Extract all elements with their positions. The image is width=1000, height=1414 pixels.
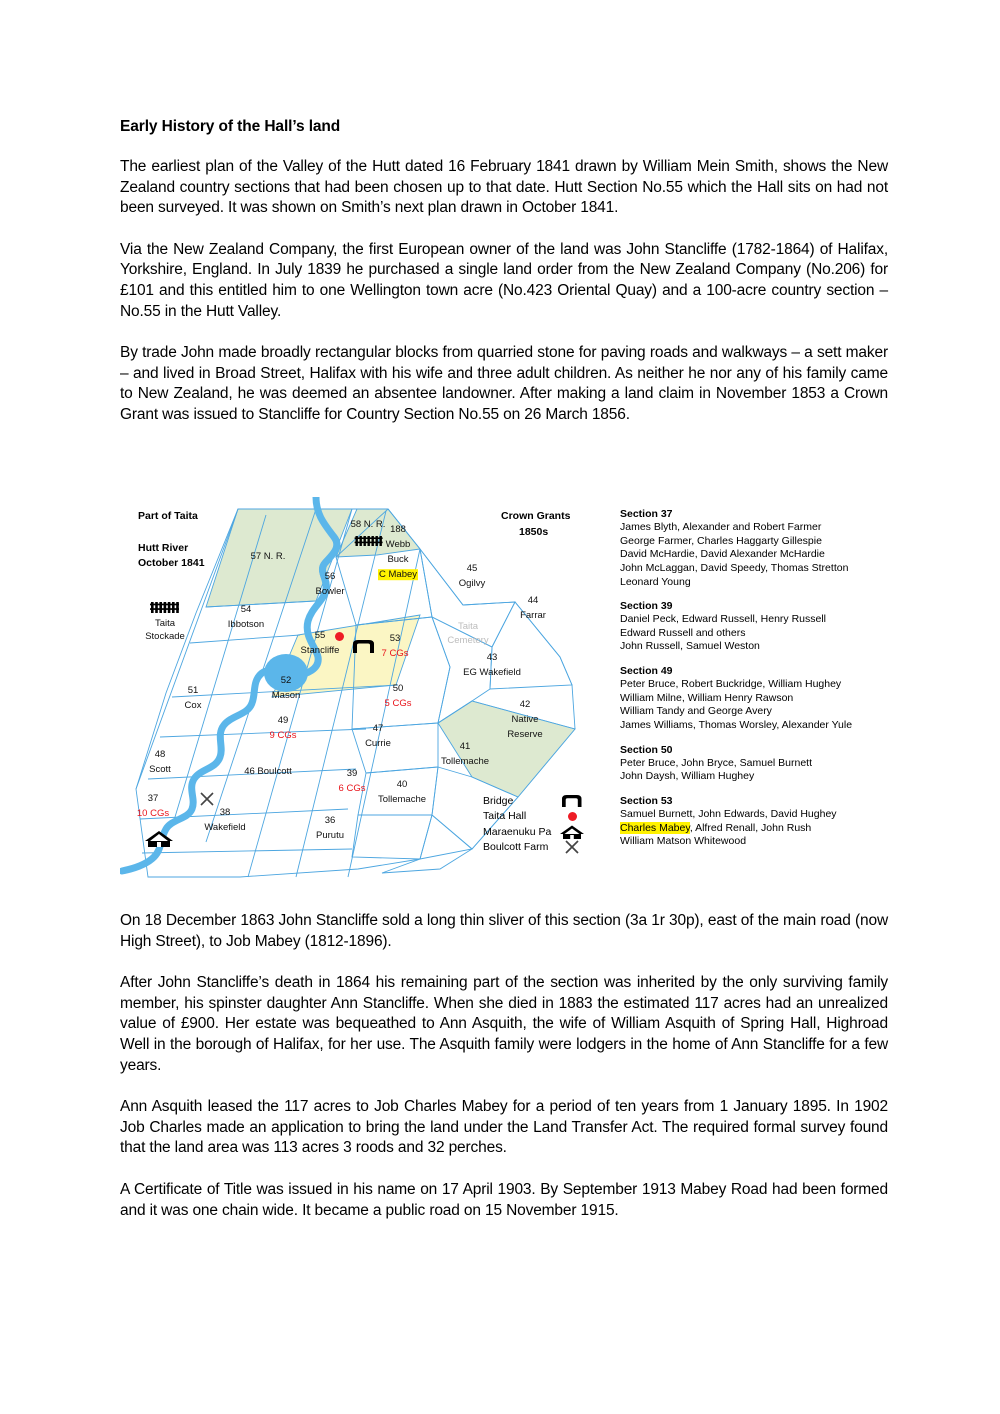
note-crown-grants: Crown Grants [501,510,571,522]
parcel-label-50-cgs: 5 CGs [384,698,412,710]
parcel-label-51: 51 [187,685,199,697]
paragraph-7: A Certificate of Title was issued in his name on 17 April 1903. By September 1913 Mabey Road had been formed and it was one chain wide. It became a public road on 15 November 1915. [120,1181,888,1219]
parcel-label-188-buck: Buck [387,554,409,566]
grant-line: William Matson Whitewood [620,835,747,848]
legend-row-taita-hall [483,809,585,825]
parcel-label-45-ogilvy: Ogilvy [458,578,486,590]
grant-heading: Section 49 [620,665,673,678]
note-october-1841: October 1841 [138,557,205,569]
stockade-fence-icon-58 [354,533,386,548]
parcel-label-53-cgs: 7 CGs [381,648,409,660]
legend-row-maraenuku-pa [483,824,585,840]
parcel-label-188: 188 [390,524,406,536]
grant-line: Samuel Burnett, John Edwards, David Hughey [620,807,837,820]
crown-grant-block-section-37 [620,508,888,589]
parcel-label-188-webb: Webb [385,539,411,551]
parcel-label-41: 41 [459,741,471,753]
parcel-label-39-cgs: 6 CGs [338,783,366,795]
parcel-label-41-tollemache: Tollemache [440,756,490,768]
crown-grants-list [620,508,888,860]
grant-line: William Tandy and George Avery [620,705,772,718]
legend-label-taita-hall: Taita Hall [483,810,527,823]
parcel-label-37: 37 [147,793,159,805]
parcel-label-53: 53 [389,633,401,645]
parcel-label-43-eg-wakefield: EG Wakefield [463,667,521,679]
cemetery-label-taita: Taita [457,621,479,633]
note-hutt-river: Hutt River [138,542,189,554]
parcel-label-56-bowler: Bowler [315,586,345,598]
crown-grant-block-section-53 [620,795,888,849]
parcel-label-57: 57 N. R. [250,551,286,563]
grant-line: James Williams, Thomas Worsley, Alexander Yule [620,719,853,732]
grant-line: John McLaggan, David Speedy, Thomas Stretton [620,561,849,574]
crown-grant-block-section-49 [620,665,888,733]
parcel-label-42-reserve: Reserve [507,729,543,741]
legend-label-maraenuku-pa: Maraenuku Pa [483,825,552,838]
highlight-charles-mabey: Charles Mabey [620,821,690,834]
parcel-label-40: 40 [396,779,408,791]
parcel-label-56: 56 [324,571,336,583]
grant-line: Daniel Peck, Edward Russell, Henry Russell [620,613,826,626]
legend-row-bridge [483,793,585,809]
stockade-fence-icon [149,598,183,614]
legend-label-bridge: Bridge [483,794,514,807]
crown-grant-block-section-50 [620,744,888,784]
grant-heading: Section 39 [620,600,673,613]
grant-line: John Russell, Samuel Weston [620,640,760,653]
parcel-label-45: 45 [466,563,478,575]
parcel-label-55: 55 [314,630,326,642]
parcel-label-42-native: Native [511,714,539,726]
grant-line-highlighted [620,822,888,836]
document-body-lower [120,911,888,1242]
stockade-label-stockade: Stockade [145,631,185,643]
parcel-label-43: 43 [486,652,498,664]
grant-line: Peter Bruce, Robert Buckridge, William Hughey [620,678,842,691]
parcel-label-44-farrar: Farrar [520,610,546,622]
note-crown-grants-year: 1850s [519,526,549,538]
parcel-label-40-tollemache: Tollemache [377,794,427,806]
cross-x-icon [559,839,585,855]
cemetery-label-cemetery: Cemetery [447,635,489,647]
taita-hall-dot-icon [335,632,344,641]
cross-x-icon-boulcott-farm-map [199,791,215,807]
parcel-label-46-boulcott: 46 Boulcott [244,766,292,778]
parcel-label-36: 36 [324,815,336,827]
grant-line: Edward Russell and others [620,626,746,639]
grant-line: George Farmer, Charles Haggarty Gillespie [620,534,822,547]
pa-house-icon [559,824,585,840]
grant-line: James Blyth, Alexander and Robert Farmer [620,521,822,533]
legend-label-boulcott-farm: Boulcott Farm [483,841,549,854]
paragraph-2: Via the New Zealand Company, the first European owner of the land was John Stancliffe (1782-1864) of Halifax, Yorkshire, England. In July 1839 he purchased a single land order from the New Zealand Company (No.206) for £101 and this entitled him to one Wellington town acre (No.423 Oriental Quay) and a 100-acre country section – No.55 in the Hutt Valley. [120,240,888,320]
grant-line: John Daysh, William Hughey [620,770,755,783]
paragraph-6: Ann Asquith leased the 117 acres to Job Charles Mabey for a period of ten years from 1 January 1895. In 1902 Job Charles made an application to bring the land under the Land Transfer Act. The required formal survey found that the land area was 113 acres 3 roods and 32 perches. [120,1098,888,1157]
stockade-label-taita: Taita [154,618,176,630]
map-legend [483,793,585,855]
parcel-label-52: 52 [280,675,292,687]
parcel-label-44: 44 [527,595,539,607]
parcel-label-42: 42 [519,699,531,711]
page-title: Early History of the Hall’s land [120,118,341,135]
grant-line-rest: , Alfred Renall, John Rush [689,821,812,834]
parcel-label-47-currie: Currie [365,738,391,750]
parcel-label-47: 47 [372,723,384,735]
legend-row-boulcott-farm [483,840,585,856]
grant-line: William Milne, William Henry Rawson [620,691,794,704]
parcel-label-48-scott: Scott [149,764,171,776]
bridge-icon [559,794,585,808]
grant-heading: Section 50 [620,743,673,756]
pa-house-icon-map [144,829,174,849]
parcel-label-188-c-mabey: C Mabey [378,569,418,581]
note-part-of-taita: Part of Taita [138,510,198,522]
parcel-label-36-purutu: Purutu [316,830,344,842]
parcel-label-48: 48 [154,749,166,761]
parcel-label-54-ibbotson: Ibbotson [227,619,265,631]
parcel-label-38: 38 [219,807,231,819]
grant-line: Leonard Young [620,575,691,588]
bridge-icon-map [352,639,376,654]
parcel-label-49: 49 [277,715,289,727]
paragraph-4: On 18 December 1863 John Stancliffe sold a long thin sliver of this section (3a 1r 30p), east of the main road (now High Street), to Job Mabey (1812-1896). [120,912,888,950]
parcel-label-51-cox: Cox [184,700,202,712]
paragraph-1: The earliest plan of the Valley of the Hutt dated 16 February 1841 drawn by William Mein Smith, shows the New Zealand country sections that had been chosen up to that date. Hutt Section No.55 which the Hall sits on had not been surveyed. It was shown on Smith’s next plan drawn in October 1841. [120,158,888,217]
parcel-label-55-stancliffe: Stancliffe [300,645,340,657]
paragraph-3: By trade John made broadly rectangular blocks from quarried stone for paving roads and walkways – a sett maker – and lived in Broad Street, Halifax with his wife and three adult children. As neither he nor any of his family came to New Zealand, he was deemed an absentee landowner. After making a land claim in November 1853 a Crown Grant was issued to Stancliffe for Country Section No.55 on 26 March 1856. [120,344,888,424]
red-dot-icon [559,812,585,821]
grant-line: David McHardie, David Alexander McHardie [620,548,825,561]
document-body [120,118,888,426]
paragraph-5: After John Stancliffe’s death in 1864 his remaining part of the section was inherited by the only surviving family member, his spinster daughter Ann Stancliffe. When she died in 1883 the estimated 117 acres had an unrealized value of £900. Her estate was bequeathed to Ann Asquith, the wife of William Asquith of Spring Hall, Highroad Well in the borough of Halifax, for her use. The Asquith family were lodgers in the home of Ann Stancliffe for a few years. [120,974,888,1074]
parcel-label-52-mason: Mason [271,690,301,702]
parcel-label-37-cgs: 10 CGs [136,808,170,820]
parcel-label-50: 50 [392,683,404,695]
grant-heading: Section 37 [620,508,673,520]
parcel-label-38-wakefield: Wakefield [204,822,246,834]
parcel-label-49-cgs: 9 CGs [269,730,297,742]
crown-grant-block-section-39 [620,600,888,654]
grant-line: Peter Bruce, John Bryce, Samuel Burnett [620,756,813,769]
parcel-label-39: 39 [346,768,358,780]
parcel-label-58: 58 N. R. [350,519,386,531]
parcel-label-54: 54 [240,604,252,616]
grant-heading: Section 53 [620,794,673,807]
